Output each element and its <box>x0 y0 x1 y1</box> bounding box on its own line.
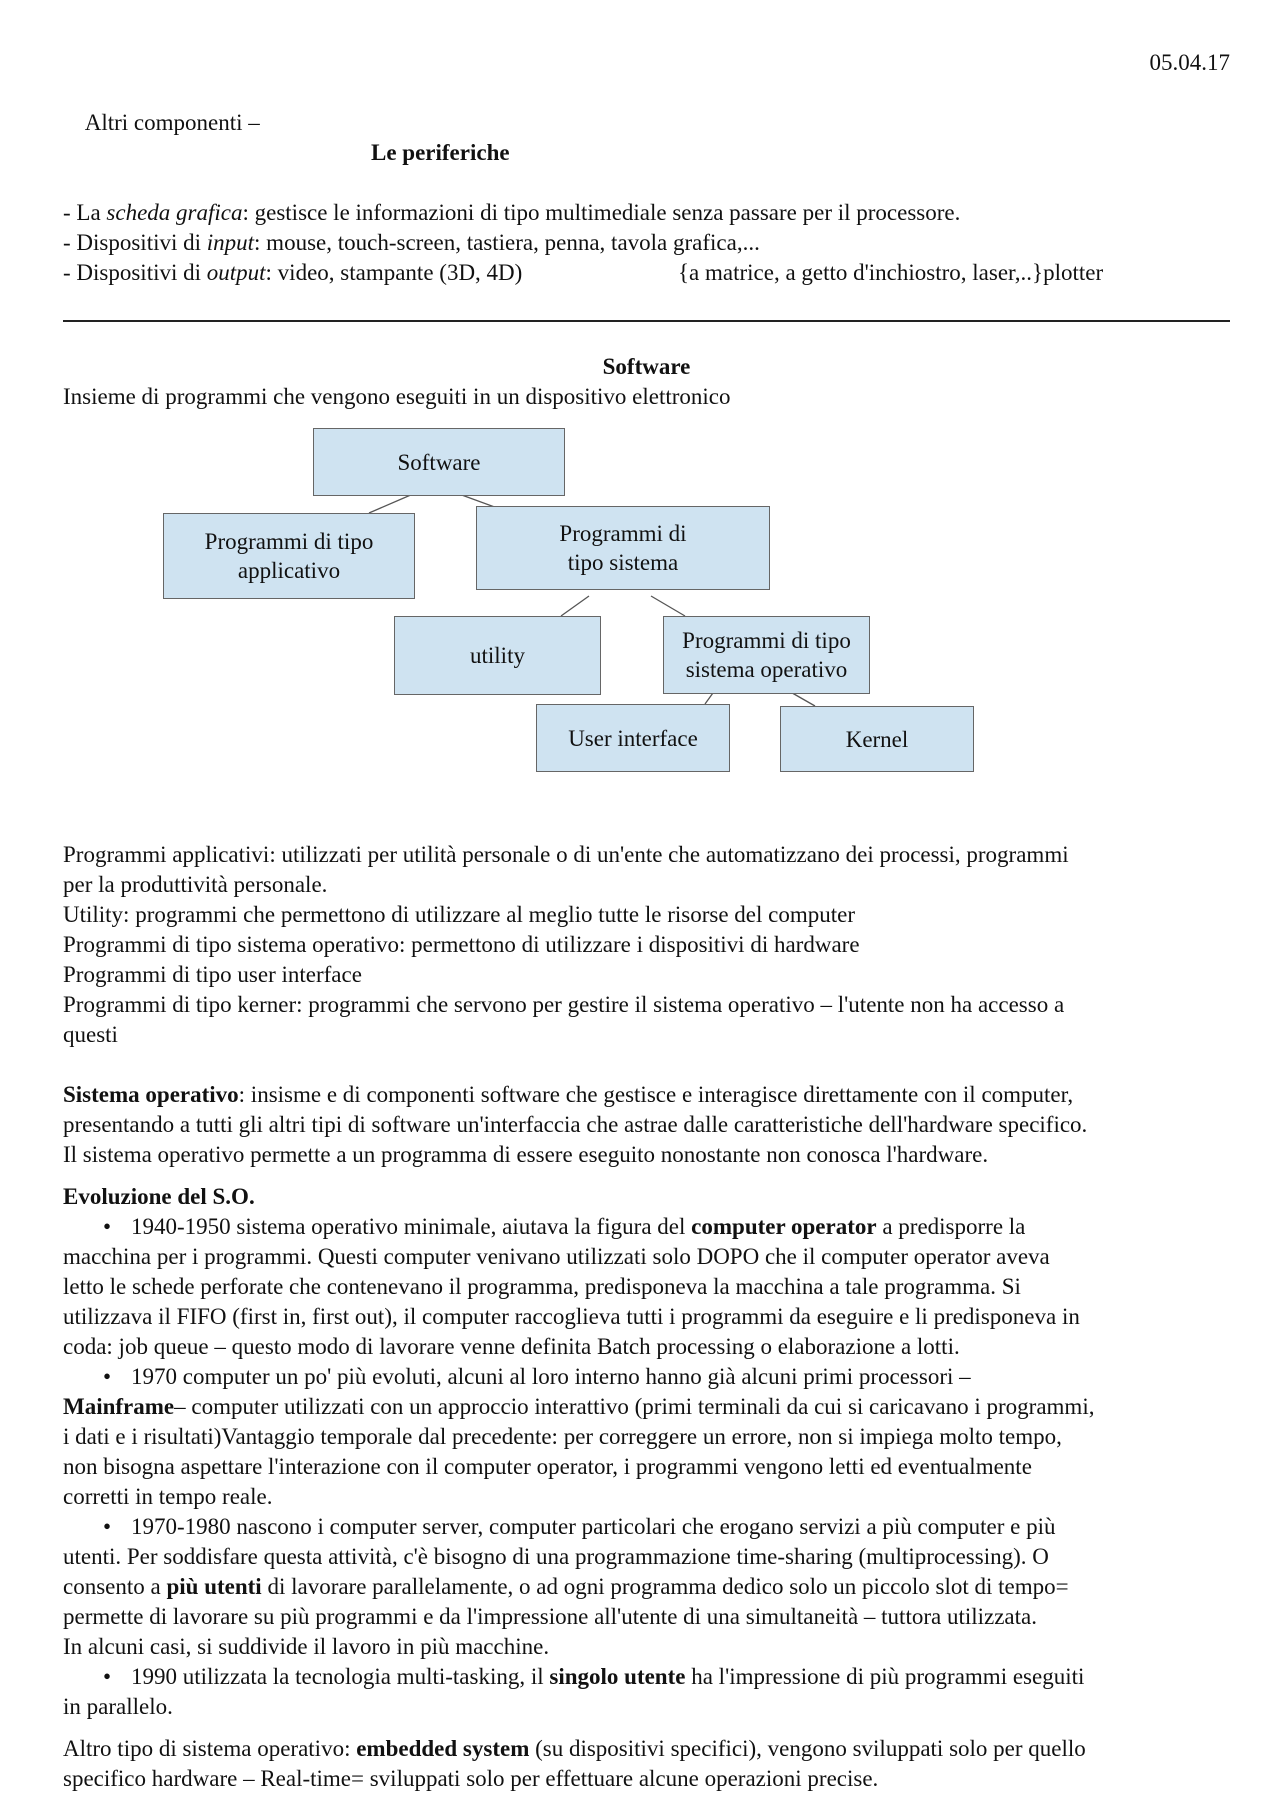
periferiche-line-3 <box>63 258 1230 288</box>
so-line-3: Il sistema operativo permette a un programma di essere eseguito nonostante non conosca l'hardware. <box>63 1142 989 1167</box>
definitions <box>63 840 1230 1050</box>
text-line: permette di lavorare su più programmi e da l'impressione all'utente di una simultaneità – tuttora utilizzata. <box>63 1604 1037 1629</box>
box-label <box>559 519 686 577</box>
text-line <box>63 1392 1230 1422</box>
header-line <box>63 78 1230 198</box>
text-line: non bisogna aspettare l'interazione con il computer operator, i programmi vengono letti ed eventualmente <box>63 1454 1032 1479</box>
bullet-icon: • <box>103 1214 112 1239</box>
bullet-line <box>63 1512 1230 1542</box>
label-line: sistema operativo <box>685 657 848 682</box>
text-line: coda: job queue – questo modo di lavorare venne definita Batch processing o elaborazione a lotti. <box>63 1334 960 1359</box>
text-line: specifico hardware – Real-time= sviluppati solo per effettuare alcune operazioni precise. <box>63 1766 879 1791</box>
text-line: letto le schede perforate che contenevano il programma, predisponeva la macchina a tale programma. Si <box>63 1274 1021 1299</box>
header-left: Altri componenti – <box>84 110 260 135</box>
software-title: Software <box>602 354 691 379</box>
document-page <box>63 48 1230 1794</box>
software-subtitle: Insieme di programmi che vengono eseguiti in un dispositivo elettronico <box>63 384 731 409</box>
label-line: Programmi di <box>559 521 687 546</box>
text: 1990 utilizzata la tecnologia multi-tasking, il <box>131 1664 550 1689</box>
list-item <box>63 1512 1230 1662</box>
box-utility <box>394 616 601 695</box>
text-line: in parallelo. <box>63 1694 173 1719</box>
text: 1970-1980 nascono i computer server, computer particolari che erogano servizi a più computer e più <box>131 1514 1056 1539</box>
horizontal-rule <box>63 320 1230 322</box>
text: : mouse, touch-screen, tastiera, penna, tavola grafica,... <box>254 230 760 255</box>
label-line: Programmi di tipo <box>204 529 374 554</box>
evoluzione-list <box>63 1212 1230 1722</box>
definition-line: Programmi di tipo kerner: programmi che servono per gestire il sistema operativo – l'utente non ha accesso a <box>63 992 1065 1017</box>
text: 1970 computer un po' più evoluti, alcuni al loro interno hanno già alcuni primi processori – <box>131 1364 971 1389</box>
box-programmi-sistema-operativo <box>663 616 870 694</box>
definition-line: Utility: programmi che permettono di utilizzare al meglio tutte le risorse del computer <box>63 902 855 927</box>
box-label <box>205 527 374 585</box>
bold-term: embedded system <box>356 1736 530 1761</box>
altro-paragraph <box>63 1734 1230 1794</box>
text: : gestisce le informazioni di tipo multimediale senza passare per il processore. <box>242 200 961 225</box>
box-user-interface <box>536 704 730 772</box>
list-item <box>63 1362 1230 1512</box>
text: : video, stampante (3D, 4D) <box>265 260 523 285</box>
text: 1940-1950 sistema operativo minimale, aiutava la figura del <box>131 1214 692 1239</box>
so-line-1 <box>63 1080 1230 1110</box>
text-line <box>63 1572 1230 1602</box>
emphasis: scheda grafica <box>106 200 243 225</box>
box-label: Software <box>397 449 481 475</box>
box-label: Kernel <box>845 726 909 752</box>
text-line: utenti. Per soddisfare questa attività, c'è bisogno di una programmazione time-sharing (multiprocessing). O <box>63 1544 1049 1569</box>
date: 05.04.17 <box>1149 50 1230 75</box>
text: – computer utilizzati con un approccio interattivo (primi terminali da cui si caricavano i programmi, <box>174 1394 1095 1419</box>
text: (su dispositivi specifici), vengono sviluppati solo per quello <box>529 1736 1086 1761</box>
box-programmi-applicativo <box>163 513 415 599</box>
evoluzione-title: Evoluzione del S.O. <box>63 1184 255 1209</box>
list-item <box>63 1212 1230 1362</box>
bold-term: Mainframe <box>63 1394 175 1419</box>
box-software <box>313 428 565 496</box>
box-kernel <box>780 706 974 772</box>
bullet-line <box>63 1662 1230 1692</box>
periferiche-line-2 <box>63 228 1230 258</box>
bold-term: computer operator <box>691 1214 877 1239</box>
label-line: Programmi di tipo <box>682 628 851 653</box>
connector-line <box>651 596 685 616</box>
text: {a matrice, a getto d'inchiostro, laser,..}plotter <box>678 260 1104 285</box>
connector-line <box>369 494 413 513</box>
definition-line: Programmi di tipo sistema operativo: permettono di utilizzare i dispositivi di hardware <box>63 932 860 957</box>
text-line: corretti in tempo reale. <box>63 1484 273 1509</box>
bullet-icon: • <box>103 1664 112 1689</box>
text-line: i dati e i risultati)Vantaggio temporale dal precedente: per correggere un errore, non si impiega molto tempo, <box>63 1424 1062 1449</box>
box-label <box>682 626 851 684</box>
definition-line: per la produttività personale. <box>63 872 328 897</box>
text: a predisporre la <box>876 1214 1026 1239</box>
box-label: User interface <box>568 725 698 751</box>
list-item <box>63 1662 1230 1722</box>
bullet-icon: • <box>103 1364 112 1389</box>
text: consento a <box>63 1574 167 1599</box>
text: : insisme e di componenti software che gestisce e interagisce direttamente con il computer, <box>238 1082 1074 1107</box>
text-line: macchina per i programmi. Questi computer venivano utilizzati solo DOPO che il computer operator aveva <box>63 1244 1050 1269</box>
bold-term: singolo utente <box>549 1664 686 1689</box>
text: di lavorare parallelamente, o ad ogni programma dedico solo un piccolo slot di tempo= <box>261 1574 1069 1599</box>
bold-term: Sistema operativo <box>63 1082 239 1107</box>
bullet-icon: • <box>103 1514 112 1539</box>
text: Altro tipo di sistema operativo: <box>63 1736 357 1761</box>
text-line: utilizzava il FIFO (first in, first out), il computer raccoglieva tutti i programmi da eseguire e li predisponeva in <box>63 1304 1080 1329</box>
bullet-line <box>63 1362 1230 1392</box>
text: - La <box>63 200 107 225</box>
box-programmi-sistema <box>476 506 770 590</box>
definition-line: Programmi applicativi: utilizzati per utilità personale o di un'ente che automatizzano dei processi, programmi <box>63 842 1069 867</box>
box-label: utility <box>470 643 525 668</box>
text: - Dispositivi di <box>63 260 207 285</box>
bullet-line <box>63 1212 1230 1242</box>
label-line: tipo sistema <box>567 550 679 575</box>
sistema-operativo-paragraph <box>63 1080 1230 1170</box>
label-line: applicativo <box>237 558 341 583</box>
text-line <box>63 1734 1230 1764</box>
definition-line: Programmi di tipo user interface <box>63 962 362 987</box>
text: ha l'impressione di più programmi eseguiti <box>685 1664 1085 1689</box>
so-line-2: presentando a tutti gli altri tipi di software un'interfaccia che astrae dalle caratteristiche dell'hardware specifico. <box>63 1112 1088 1137</box>
header-title: Le periferiche <box>371 140 510 165</box>
emphasis: output <box>206 260 266 285</box>
software-diagram <box>63 414 1230 804</box>
connector-line <box>561 596 589 616</box>
periferiche-line-1 <box>63 198 1230 228</box>
emphasis: input <box>206 230 255 255</box>
bold-term: più utenti <box>166 1574 262 1599</box>
definition-line: questi <box>63 1022 118 1047</box>
text: - Dispositivi di <box>63 230 207 255</box>
text-line: In alcuni casi, si suddivide il lavoro in più macchine. <box>63 1634 550 1659</box>
